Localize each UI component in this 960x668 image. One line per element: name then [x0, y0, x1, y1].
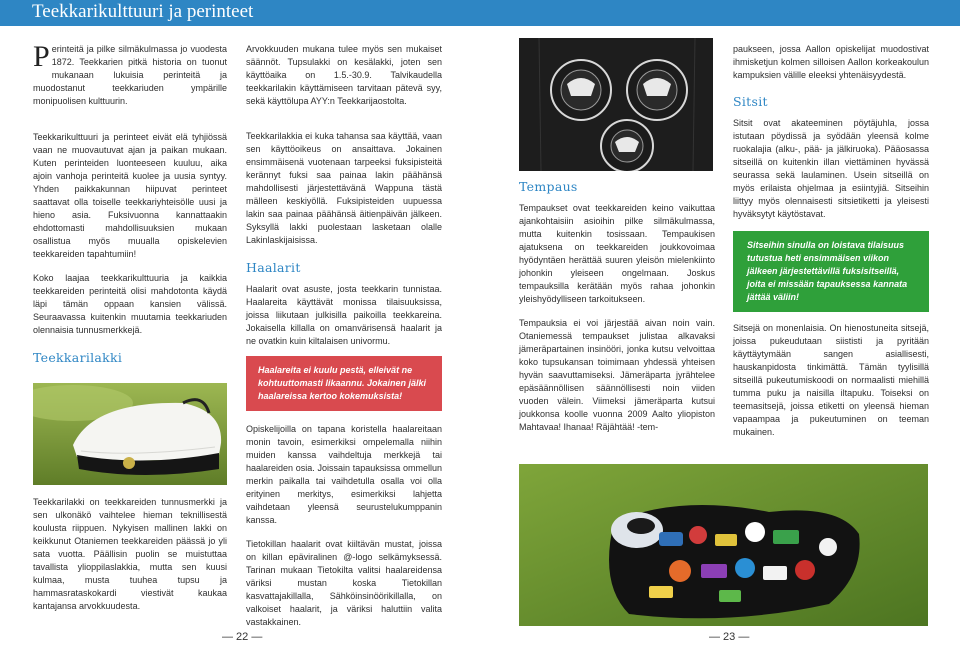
paragraph: Opiskelijoilla on tapana koristella haalareitaan monin tavoin, esimerkiksi ompelemalla niihin muiden kanssa vaihdeltuja merkkejä tai haalareiden osia. Joissain tapauksissa ommellun merkin paikalla tai vaihdetulla osalla voi olla erityinen merkitys, esimerkiksi lahjetta vaihdetaan yleensä seurustelukumppanin kanssa.: [246, 424, 442, 525]
section-heading-haalarit: Haalarit: [246, 260, 301, 275]
drop-cap: P: [33, 40, 50, 73]
column-4: [733, 43, 929, 450]
paragraph: Teekkarikulttuuri ja perinteet eivät elä tyhjiössä vaan ne muovautuvat ajan ja paikan mukaan. Kuten perinteiden luonteeseen kuuluu, aika ajoin vanhoja perinteitä kuolee ja uusia syntyy. Yhden paikkakunnan hiipuvat perinteet saattavat olla toiselle teekkariyhteisölle uusi ja hieno asia. Fuksivuonna kannattaakin ehdottomasti mahdollisuuksien mukaan osallistua myös muualla opiskelevien teekkareiden tapahtumiin!: [33, 132, 227, 259]
teekkarilakki-photo: [33, 383, 227, 485]
paragraph: Haalarit ovat asuste, josta teekkarin tunnistaa. Haalareita käyttävät monissa tilaisuuksissa, joissa liikutaan julkisilla paikoilla teekkareina. Jokaisella killalla on omanvärisensä haalarit ja ne ovatkin kuin kiltalaisen univormu.: [246, 284, 442, 346]
header-bar: [0, 0, 960, 26]
column-1-bottom: [33, 496, 227, 624]
paragraph: paukseen, jossa Aallon opiskelijat muodostivat ihmisketjun kolmen silloisen Aallon korkeakoulun kampuksien välille eleeksi yhtenäisyydestä.: [733, 44, 929, 80]
pull-quote-red: Haalareita ei kuulu pestä, elleivät ne kohtuuttomasti likaannu. Jokainen jälki haalareissa kertoo kokemuksista!: [246, 356, 442, 411]
column-2: [246, 43, 442, 640]
section-heading-sitsit: Sitsit: [733, 94, 768, 109]
page-number-left: — 22 —: [222, 631, 263, 643]
paragraph: Tietokillan haalarit ovat kiiltävän mustat, joissa on killan epäviralinen @-logo selkämyksessä. Tarinan mukaan Tietokilta valitsi haalareidensa väriksi mustan koska Tietokillan kasvattajakillalla, Sähköinsinöörikillalla, on valkoiset haalarit, ja väriksi haluttiin valita vastakkainen.: [246, 539, 442, 627]
paragraph: Tempauksia ei voi järjestää aivan noin vain. Otaniemessä tempaukset julistaa alkavaksi jämeräpartainen insinööri, jonka kutsu velvoittaa koko tupsukansan toimimaan yhdessä yhteisen hyvän saavuttamiseksi. Jämeräparta jyrähtelee epäsäännöllisen säännöllisesti noin viiden vuoden välein. Viimeksi jämeräparta kutsui joukkonsa koolle vuonna 2009 Aalto yliopiston Mahtavaa! Ihanaa! Räjähtää! -tem-: [519, 318, 715, 432]
section-heading-tempaus: Tempaus: [519, 179, 578, 194]
column-3: [519, 180, 715, 445]
patches-photo: [519, 38, 713, 171]
pull-quote-green: Sitseihin sinulla on loistava tilaisuus tutustua heti ensimmäisen viikon jälkeen järjestettävillä fuksisitseillä, joita ei missään tapauksessa kannata jättää väliin!: [733, 231, 929, 312]
paragraph: Teekkarilakki on teekkareiden tunnusmerkki ja sen ulkonäkö vaihtelee hieman teknillisestä koulusta riippuen. Nykyisen mallinen lakki on keikkunut Otaniemen teekkareiden päässä jo yli sata vuotta. Päällisin puolin se muistuttaa tavallista ylioppilaslakkia, mutta sen kuusi kulmaa, musta tuuhea tupsu ja hammasrataskokardi viestivät kaukaa kantajansa arvokkuudesta.: [33, 497, 227, 611]
paragraph: Arvokkuuden mukana tulee myös sen mukaiset säännöt. Tupsulakki on kesälakki, joten sen käyttöaika on 1.5.-30.9. Talvikaudella teekkarilakin käyttämiseen tarvitaan pätevä syy, sekä käyttölupa AYY:n Teekkarijaostolta.: [246, 44, 442, 106]
section-heading-teekkarilakki: Teekkarilakki: [33, 350, 123, 365]
paragraph: Sitsit ovat akateeminen pöytäjuhla, jossa istutaan pöydissä ja syödään yleensä kolme ruokalajia (alku-, pää- ja jälkiruoka). Pääosassa sitseillä on kuitenkin illan viettäminen hyvässä seurassa sekä laulaminen. Usein sitseillä on myös erilaista ohjelmaa ja esiintyjiä. Sitseihin liittyy myös olennaisesti sitsietiketti ja yleisesti hyväksytyt käytöstavat.: [733, 118, 929, 219]
intro-paragraph: Perinteitä ja pilke silmäkulmassa jo vuodesta 1872. Teekkarien pitkä historia on tuonut mukanaan lukuisia perinteitä ja muodostanut teekkariuden ympärille monipuolisen kulttuurin.: [33, 40, 227, 106]
paragraph: Koko laajaa teekkarikulttuuria ja kaikkia teekkareiden perinteitä olisi mahdotonta käydä läpi tämän oppaan kansien välissä. Seuraavassa kuitenkin muutamia teekkariuden olennaisia tunnusmerkkejä.: [33, 273, 227, 335]
paragraph: Sitsejä on monenlaisia. On hienostuneita sitsejä, joissa pukeudutaan siististi ja pyritään käyttäytymään sangen asiallisesti, hauskanpidosta tinkimättä. Tämän tyylisillä sitseillä pukeutumiskoodi on normaalisti miehillä tumma puku ja naisilla iltapuku. Toiseksi on teemasitsejä, joissa etiketti on yleensä hieman vapaampaa ja pukeutuminen on teeman mukainen.: [733, 323, 929, 437]
paragraph: Tempaukset ovat teekkareiden keino vaikuttaa ajankohtaisiin asioihin pilke silmäkulmassa, mutta kuitenkin tosissaan. Tempaukisen ajatuksena on teekkareiden joukkovoimaa hyödyntäen herättää suuren yleisön mielenkiinto johonkin yleiseen ongelmaan. Joskus tempauksilla kerätään myös rahaa johonkin yleishyödylliseen tarkoitukseen.: [519, 203, 715, 304]
overalls-on-grass-photo: [519, 464, 928, 626]
cap-illustration: [33, 383, 227, 485]
patches-illustration: [519, 38, 713, 171]
page-number-right: — 23 —: [709, 631, 750, 643]
page-title: Teekkarikulttuuri ja perinteet: [32, 1, 254, 22]
paragraph: Teekkarilakkia ei kuka tahansa saa käyttää, vaan sen käyttöoikeus on ansaittava. Jokainen ensimmäisenä vuotenaan tarpeeksi fuksipisteitä kerännyt fuksi saa painaa lakin päähänsä mahdollisesti järjestettävänä Wappuna tästä mälleen keskiyöllä. Fuksipisteiden uupuessa lakin saa painaa päähänsä äitienpäivän jälkeen. Syksyllä lakki puolestaan lasketaan olalle Lakinlaskijaisissa.: [246, 131, 442, 245]
overalls-illustration: [519, 464, 928, 626]
column-1: [33, 40, 227, 373]
